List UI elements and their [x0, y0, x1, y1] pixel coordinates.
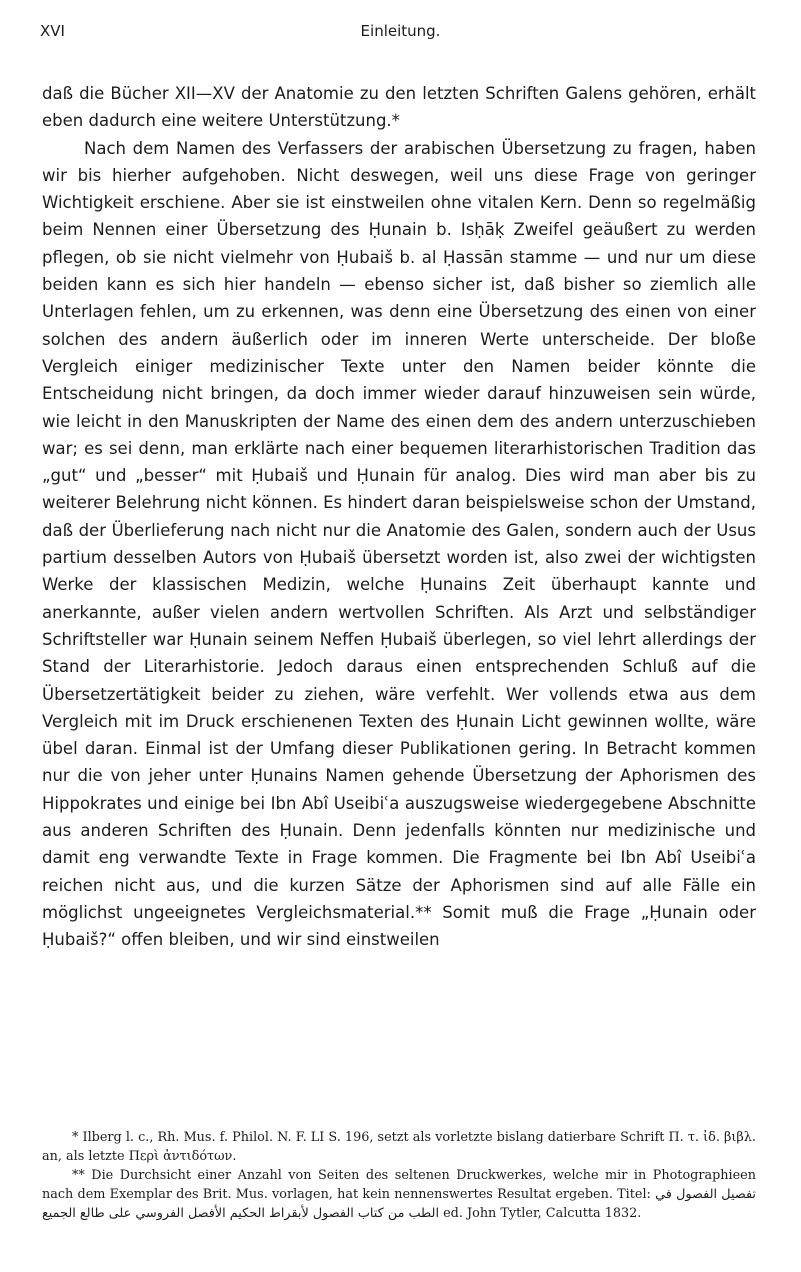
footnote-2 [42, 1166, 756, 1223]
footnote-2-text: ** Die Durchsicht einer Anzahl von Seiten des seltenen Druckwerkes, welche mir in Photographieen nach dem Exemplar des Brit. Mus. vorlagen, hat kein nennenswertes Resultat ergeben. Titel: [42, 1168, 756, 1202]
arabic-title: تفصيل الفصول في الطب من كتاب الفصول لأبقراط الحكيم الأفصل الفروسي على طالع الجميع [42, 1187, 756, 1221]
running-title: Einleitung. [360, 22, 441, 40]
main-text [42, 80, 756, 954]
footnotes [42, 1128, 756, 1223]
page-header [40, 22, 761, 46]
paragraph-2: Nach dem Namen des Verfassers der arabischen Übersetzung zu fragen, haben wir bis hierher aufgehoben. Nicht deswegen, weil uns diese Frage von geringer Wichtigkeit erschiene. Aber sie ist einstweilen ohne vitalen Kern. Denn so regelmäßig beim Nennen einer Übersetzung des Ḥunain b. Isḥāḳ Zweifel geäußert zu werden pflegen, ob sie nicht vielmehr von Ḥubaiš b. al Ḥassān stamme — und nur um diese beiden kann es sich hier handeln — ebenso sicher ist, daß bisher so ziemlich alle Unterlagen fehlen, um zu erkennen, was denn eine Übersetzung des einen von einer solchen des andern äußerlich oder im inneren Werte unterscheide. Der bloße Vergleich einiger medizinischer Texte unter den Namen beider könnte die Entscheidung nicht bringen, da doch immer wieder darauf hinzuweisen sein würde, wie leicht in den Manuskripten der Name des einen dem des andern unterzuschieben war; es sei denn, man erklärte nach einer bequemen literarhistorischen Tradition das „gut“ und „besser“ mit Ḥubaiš und Ḥunain für analog. Dies wird man aber bis zu weiterer Belehrung nicht können. Es hindert daran beispielsweise schon der Umstand, daß der Überlieferung nach nicht nur die Anatomie des Galen, sondern auch der Usus partium desselben Autors von Ḥubaiš übersetzt worden ist, also zwei der wichtigsten Werke der klassischen Medizin, welche Ḥunains Zeit überhaupt kannte und anerkannte, außer vielen andern wertvollen Schriften. Als Arzt und selbständiger Schriftsteller war Ḥunain seinem Neffen Ḥubaiš überlegen, so viel lehrt allerdings der Stand der Literarhistorie. Jedoch daraus einen entsprechenden Schluß auf die Übersetzertätigkeit beider zu ziehen, wäre verfehlt. Wer vollends etwa aus dem Vergleich mit im Druck erschienenen Texten des Ḥunain Licht gewinnen wollte, wäre übel daran. Einmal ist der Umfang dieser Publikationen gering. In Betracht kommen nur die von jeher unter Ḥunains Namen gehende Übersetzung der Aphorismen des Hippokrates und einige bei Ibn Abî Useibiʿa auszugsweise wiedergegebene Abschnitte aus anderen Schriften des Ḥunain. Denn jedenfalls könnten nur medizinische und damit eng verwandte Texte in Frage kommen. Die Fragmente bei Ibn Abî Useibiʿa reichen nicht aus, und die kurzen Sätze der Aphorismen sind auf alle Fälle ein möglichst ungeeignetes Vergleichsmaterial.** Somit muß die Frage „Ḥunain oder Ḥubaiš?“ offen bleiben, und wir sind einstweilen [42, 138, 756, 950]
footnote-2-edition: ed. John Tytler, Calcutta 1832. [439, 1206, 642, 1221]
page-number: XVI [40, 22, 65, 40]
footnote-1: * Ilberg l. c., Rh. Mus. f. Philol. N. F. LI S. 196, setzt als vorletzte bislang datierbare Schrift Π. τ. ἰδ. βιβλ. an, als letzte Περὶ ἀντιδότων. [42, 1130, 756, 1164]
paragraph-1: daß die Bücher XII—XV der Anatomie zu den letzten Schriften Galens gehören, erhält eben dadurch eine weitere Unterstützung.* [42, 84, 756, 131]
